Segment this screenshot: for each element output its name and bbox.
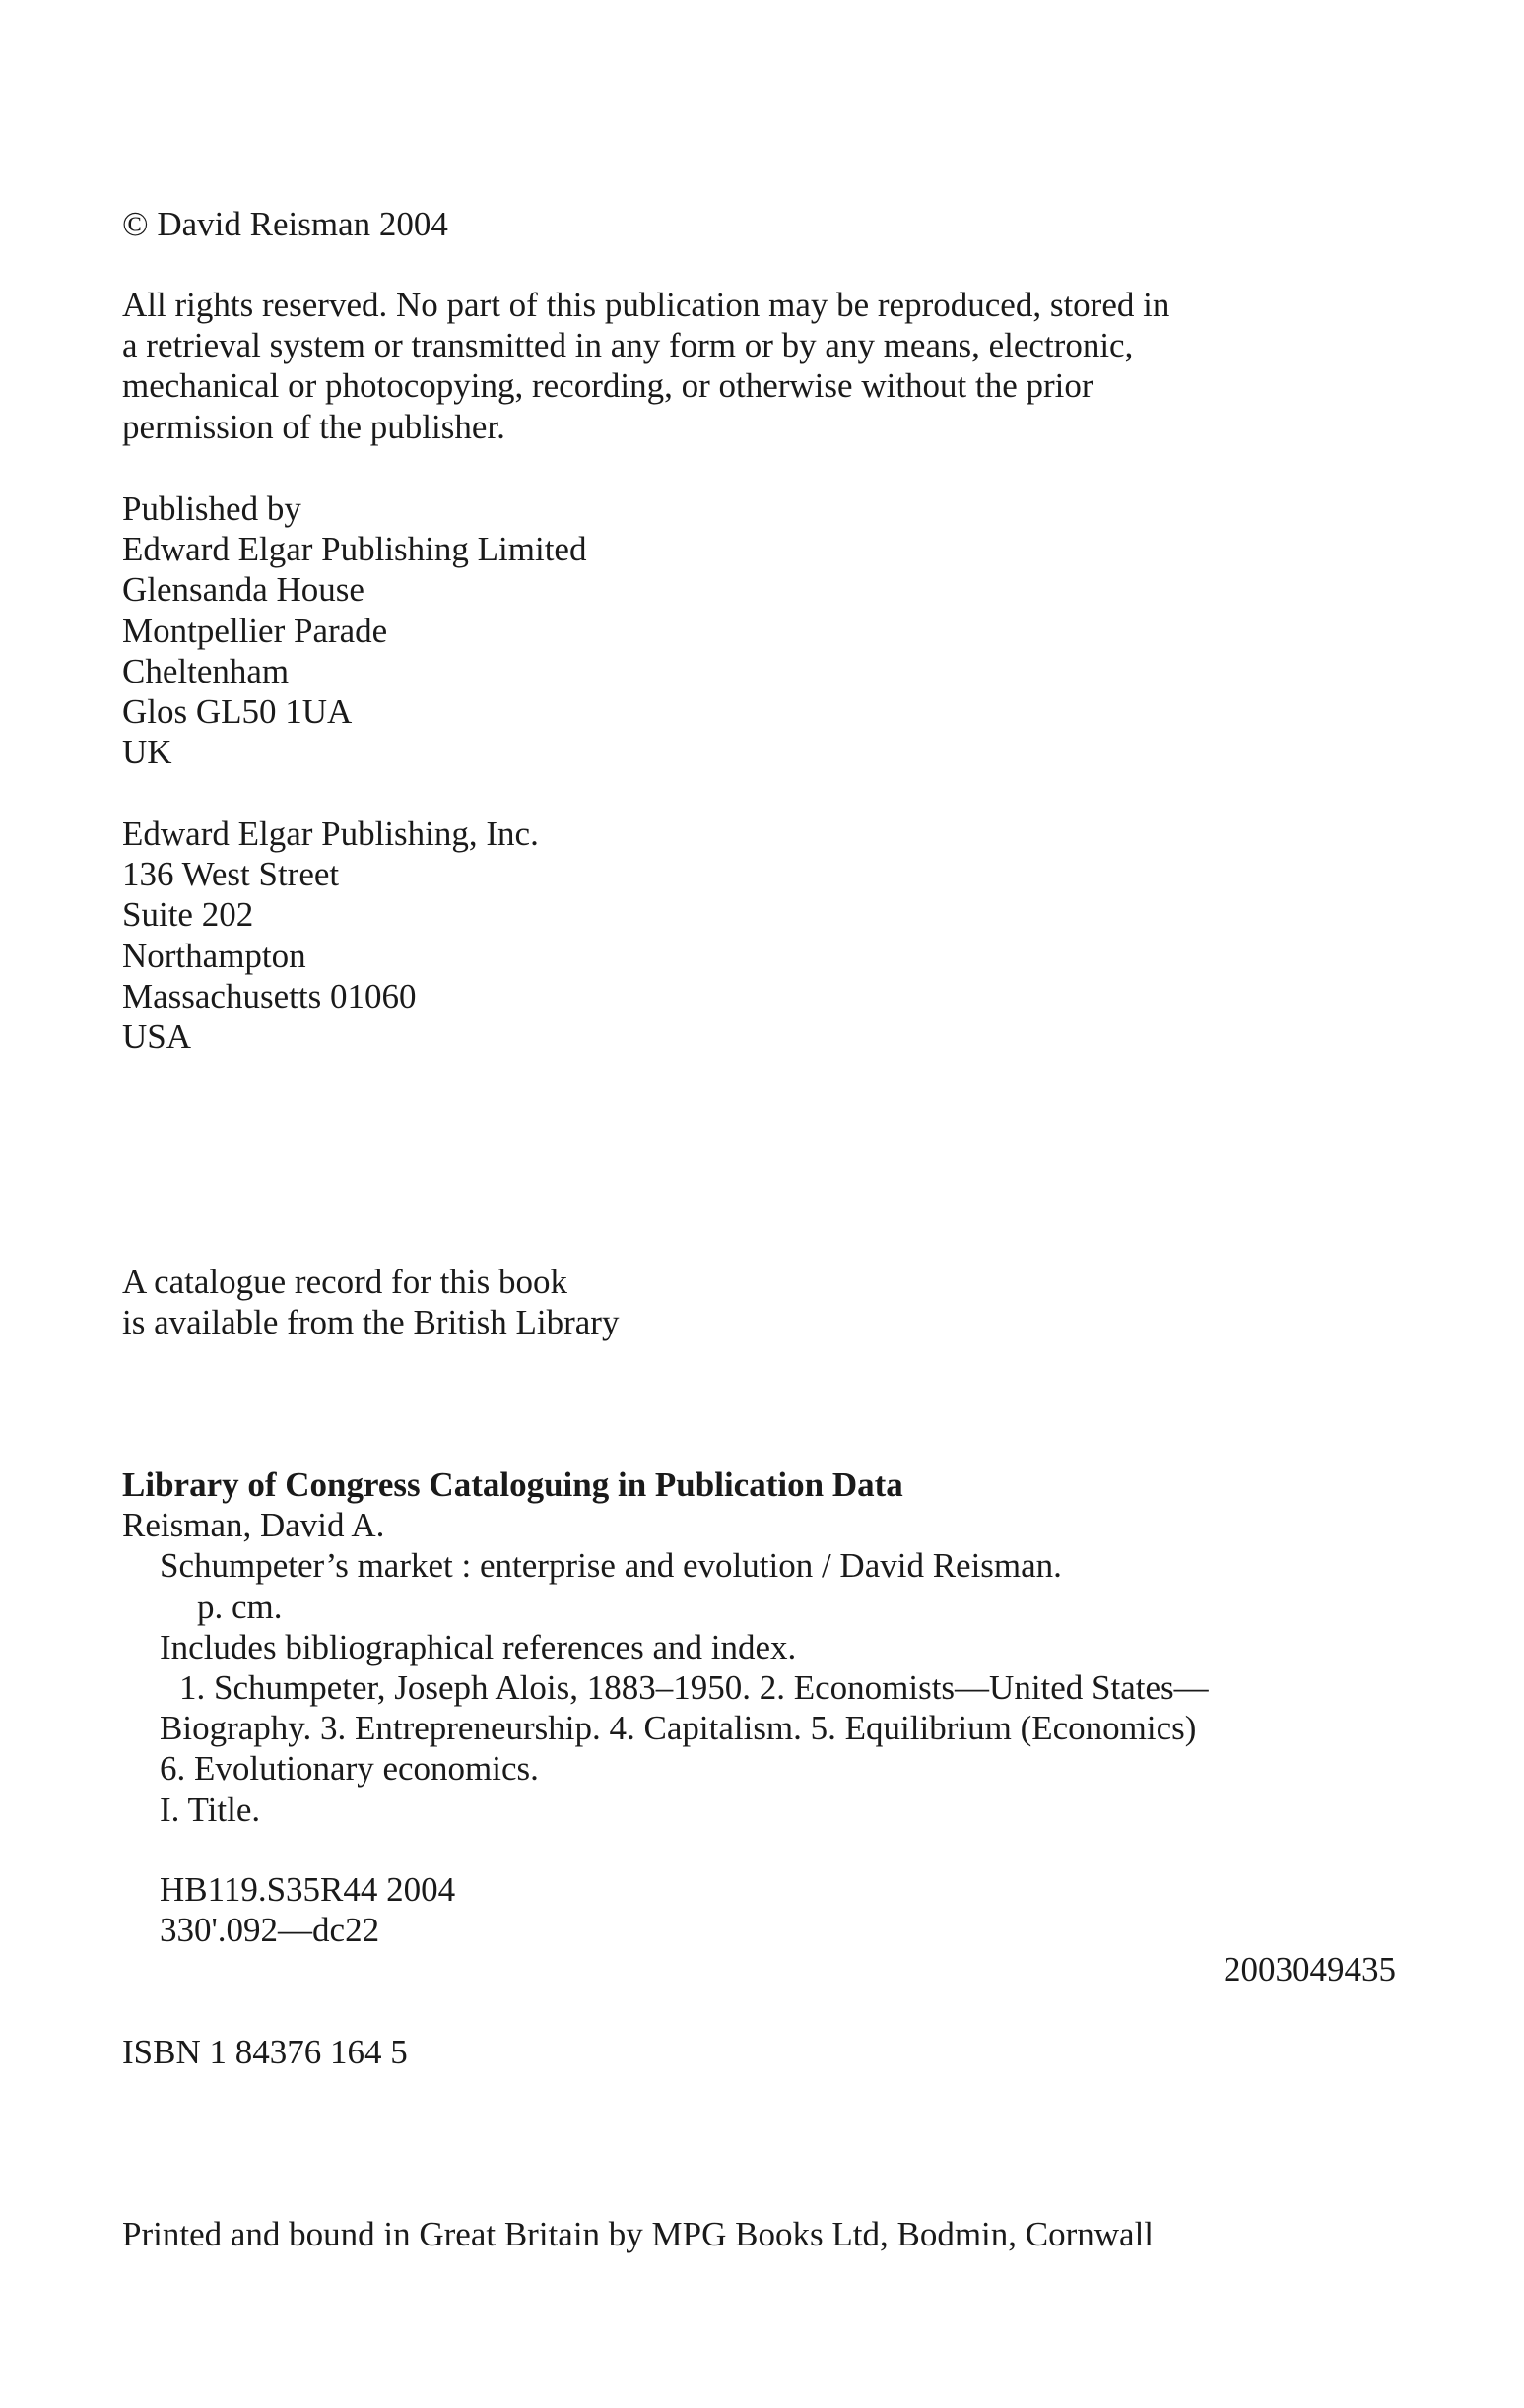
copyright-line: © David Reisman 2004 [122, 205, 448, 243]
isbn [122, 2032, 408, 2072]
address-line: Edward Elgar Publishing Limited [122, 530, 587, 569]
loc-title: Schumpeter’s market : enterprise and evolution / David Reisman. [160, 1546, 1062, 1586]
rights-line: permission of the publisher. [122, 407, 505, 446]
loc-subject-line: I. Title. [160, 1790, 261, 1829]
loc-pages: p. cm. [197, 1587, 283, 1626]
loc-subject-line: 6. Evolutionary economics. [160, 1749, 539, 1789]
loc-includes: Includes bibliographical references and index. [160, 1627, 797, 1666]
address-line: Published by [122, 489, 301, 528]
loc-cataloguing-data [122, 1464, 1209, 1830]
catalogue-line: is available from the British Library [122, 1303, 620, 1342]
isbn-line: ISBN 1 84376 164 5 [122, 2033, 408, 2071]
address-line: UK [122, 733, 172, 772]
rights-line: All rights reserved. No part of this publication may be reproduced, stored in [122, 286, 1170, 324]
publisher-uk-address [122, 488, 586, 772]
address-line: 136 West Street [122, 855, 340, 894]
address-line: Northampton [122, 936, 306, 975]
address-line: Massachusetts 01060 [122, 976, 417, 1015]
loc-heading: Library of Congress Cataloguing in Publication Data [122, 1465, 903, 1504]
address-line: Cheltenham [122, 651, 290, 690]
classification-line: HB119.S35R44 2004 [160, 1870, 456, 1909]
catalogue-record-note [122, 1262, 619, 1342]
rights-line: mechanical or photocopying, recording, or otherwise without the prior [122, 366, 1093, 406]
publisher-us-address [122, 814, 539, 1057]
loc-subject-line: 1. Schumpeter, Joseph Alois, 1883–1950. 2. Economists—United States— [179, 1668, 1209, 1708]
address-line: Suite 202 [122, 895, 254, 935]
printer-statement [122, 2214, 1154, 2254]
classification-line: 330'.092—dc22 [160, 1911, 380, 1950]
address-line: Glos GL50 1UA [122, 692, 353, 732]
copyright-notice [122, 204, 448, 244]
lccn-number: 2003049435 [1224, 1950, 1396, 1988]
address-line: USA [122, 1017, 192, 1057]
rights-line: a retrieval system or transmitted in any form or by any means, electronic, [122, 326, 1134, 365]
address-line: Glensanda House [122, 570, 364, 610]
catalogue-line: A catalogue record for this book [122, 1263, 567, 1301]
address-line: Edward Elgar Publishing, Inc. [122, 814, 539, 853]
classification-numbers [160, 1869, 455, 1950]
printer-line: Printed and bound in Great Britain by MPG Books Ltd, Bodmin, Cornwall [122, 2215, 1155, 2253]
address-line: Montpellier Parade [122, 611, 388, 650]
loc-author: Reisman, David A. [122, 1506, 385, 1545]
loc-subject-line: Biography. 3. Entrepreneurship. 4. Capitalism. 5. Equilibrium (Economics) [160, 1709, 1197, 1748]
rights-statement [122, 285, 1169, 447]
